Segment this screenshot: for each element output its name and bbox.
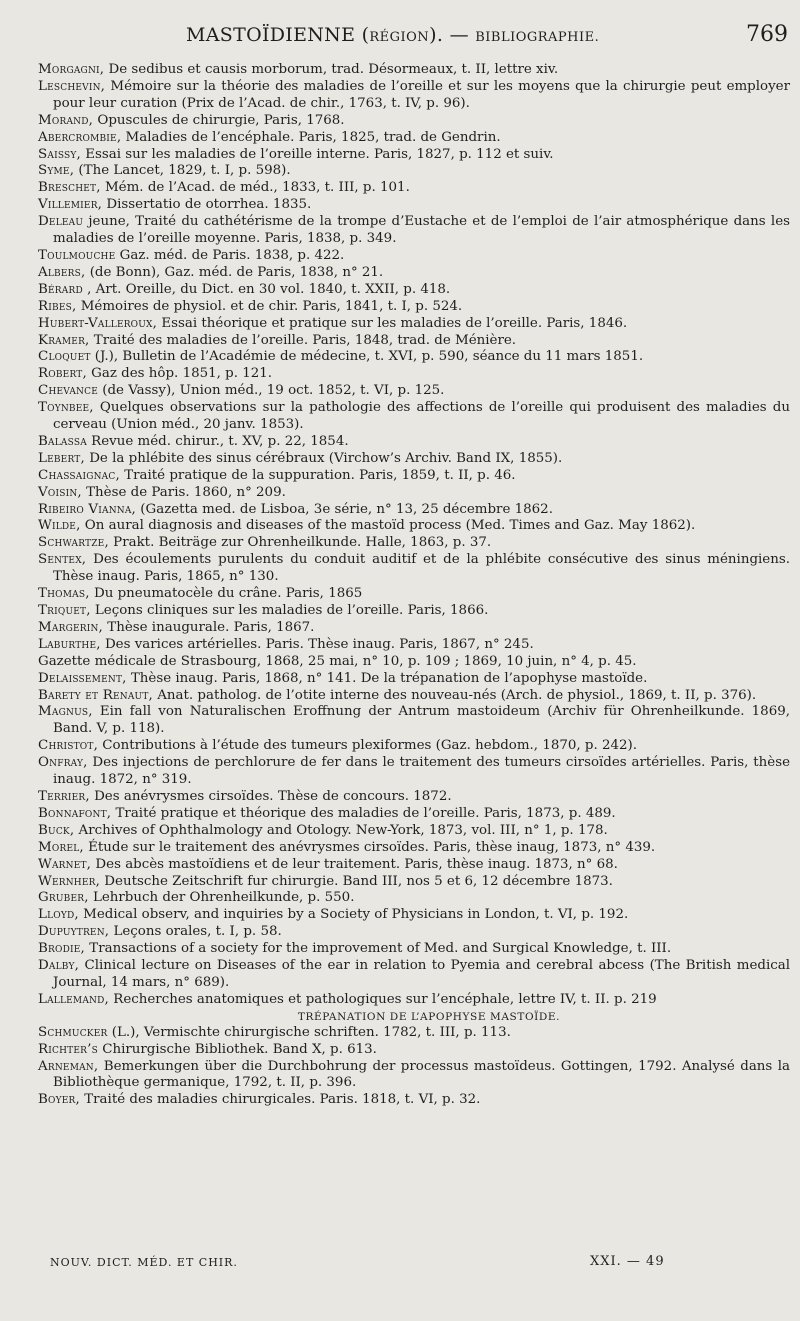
entry-author: Triquet, [38, 603, 91, 618]
entry-author: Buck, [38, 822, 75, 838]
bibliography-entry [38, 180, 790, 197]
entry-text: De sedibus et causis morborum, trad. Désormeaux, t. II, lettre xiv. [104, 62, 559, 77]
entry-text: Traité pratique de la suppuration. Paris, 1859, t. II, p. 46. [119, 467, 516, 483]
bibliography-entry [38, 400, 790, 434]
entry-text: Gazette médicale de Strasbourg, 1868, 25 mai, n° 10, p. 109 ; 1869, 10 juin, n° 4, p. 45. [38, 653, 637, 669]
entry-author: Ribes, [38, 298, 77, 314]
bibliography-entry [38, 924, 790, 941]
entry-author: Bonnafont, [38, 805, 112, 821]
entry-text: Essai théorique et pratique sur les maladies de l’oreille. Paris, 1846. [157, 315, 628, 331]
running-title-main: MASTOÏDIENNE ( [186, 24, 370, 46]
entry-text: Mém. de l’Acad. de méd., 1833, t. III, p. 101. [100, 180, 410, 196]
entry-author: Lloyd, [38, 907, 79, 923]
entry-author: Margerin, [38, 619, 104, 635]
entry-text: Clinical lecture on Diseases of the ear in relation to Pyemia and cerebral abcess (The British medical Journal, 14 mars, n° 689). [53, 958, 790, 990]
bibliography-entry [38, 671, 790, 688]
running-title [186, 24, 599, 46]
entry-author: Robert, [38, 366, 87, 382]
page-footer [38, 1254, 790, 1274]
bibliography-entry [38, 586, 790, 603]
entry-author: Breschet, [38, 180, 101, 196]
bibliography-entry [38, 282, 790, 299]
bibliography-entry [38, 265, 790, 282]
bibliography-entry [38, 502, 790, 519]
bibliography-entry [38, 383, 790, 400]
entry-author: Morgagni, [38, 62, 105, 77]
bibliography-entry [38, 789, 790, 806]
footer-volume: XXI. — 49 [590, 1254, 665, 1269]
entry-author: Warnet, [38, 856, 92, 872]
bibliography-entry [38, 299, 790, 316]
bibliography-entry [38, 688, 790, 705]
entry-text: Thèse de Paris. 1860, n° 209. [81, 484, 286, 500]
bibliography-entry [38, 552, 790, 586]
bibliography-entry [38, 637, 790, 654]
bibliography-entry [38, 113, 790, 130]
entry-author: Deleau [38, 214, 84, 230]
entry-author: Magnus, [38, 704, 93, 720]
bibliography-entry [38, 857, 790, 874]
entry-text: Traité des maladies de l’oreille. Paris, 1848, trad. de Ménière. [89, 332, 517, 348]
bibliography-entry [38, 806, 790, 823]
entry-text: Quelques observations sur la pathologie des affections de l’oreille qui produisent des maladies du cerveau (Union méd., 20 janv. 1853). [53, 400, 790, 433]
entry-text: jeune, Traité du cathétérisme de la trompe d’Eustache et de l’emploi de l’air atmosphérique dans les maladies de l’oreille moyenne. Paris, 1838, p. 349. [53, 214, 790, 247]
entry-author: Dupuytren, [38, 924, 110, 940]
entry-author: Christot, [38, 738, 99, 754]
entry-text: Opuscules de chirurgie, Paris, 1768. [93, 112, 345, 128]
entry-author: Gruber, [38, 890, 89, 906]
entry-text: Chirurgische Bibliothek. Band X, p. 613. [97, 1041, 377, 1057]
bibliography-list [38, 62, 790, 1109]
section-heading: TRÉPANATION DE L’APOPHYSE MASTOÏDE. [297, 1010, 561, 1023]
bibliography-entry [38, 535, 790, 552]
entry-author: Villemier, [38, 197, 103, 213]
entry-text: Contributions à l’étude des tumeurs plexiformes (Gaz. hebdom., 1870, p. 242). [98, 738, 638, 754]
entry-text: , Art. Oreille, du Dict. en 30 vol. 1840, t. XXII, p. 418. [82, 281, 451, 297]
entry-text: Leçons orales, t. I, p. 58. [109, 924, 282, 940]
entry-text: (L.), Vermischte chirurgische schriften. 1782, t. III, p. 113. [107, 1024, 511, 1040]
bibliography-entry [38, 603, 790, 620]
entry-text: Des écoulements purulents du conduit auditif et de la phlébite consécutive des sinus méningiens. Thèse inaug. Paris, 1865, n° 130. [53, 552, 790, 585]
bibliography-entry [38, 823, 790, 840]
bibliography-entry [38, 755, 790, 789]
bibliography-entry [38, 451, 790, 468]
entry-author: Boyer, [38, 1092, 80, 1108]
footer-signature: NOUV. DICT. MÉD. ET CHIR. [50, 1256, 238, 1269]
entry-author: Voisin, [38, 484, 82, 500]
page-number: 769 [746, 22, 788, 47]
bibliography-entry [38, 654, 790, 671]
entry-text: Lehrbuch der Ohrenheilkunde, p. 550. [88, 890, 355, 906]
entry-author: Morand, [38, 112, 94, 128]
bibliography-entry [38, 248, 790, 265]
bibliography-entry [38, 163, 790, 180]
entry-author: Hubert-Valleroux, [38, 315, 158, 331]
bibliography-entry [38, 992, 790, 1009]
entry-author: Onfray, [38, 755, 88, 771]
entry-author: Brodie, [38, 941, 85, 957]
bibliography-entry [38, 1059, 790, 1093]
entry-author: Bérard [38, 281, 83, 297]
bibliography-entry [38, 840, 790, 857]
bibliography-entry [38, 485, 790, 502]
entry-text: (de Bonn), Gaz. méd. de Paris, 1838, n° 21. [85, 264, 384, 280]
bibliography-entry [38, 79, 790, 113]
entry-text: Maladies de l’encéphale. Paris, 1825, trad. de Gendrin. [121, 129, 501, 145]
entry-author: Delaissement, [38, 670, 127, 686]
entry-text: Anat. patholog. de l’otite interne des nouveau-nés (Arch. de physiol., 1869, t. II, p. 376). [153, 687, 757, 703]
running-title-region: RÉGION [369, 30, 430, 45]
entry-author: Leschevin, [38, 78, 106, 94]
entry-text: Transactions of a society for the improvement of Med. and Surgical Knowledge, t. III. [85, 941, 672, 957]
bibliography-entry [38, 958, 790, 992]
entry-text: Des abcès mastoïdiens et de leur traitement. Paris, thèse inaug. 1873, n° 68. [91, 856, 618, 872]
entry-text: Thèse inaugurale. Paris, 1867. [103, 619, 315, 635]
entry-author: Richter’s [38, 1041, 98, 1057]
bibliography-entry [38, 620, 790, 637]
bibliography-entry [38, 197, 790, 214]
entry-author: Dalby, [38, 958, 80, 974]
entry-text: Bemerkungen über die Durchbohrung der processus mastoïdeus. Gottingen, 1792. Analysé dans la Bibliothèque germanique, 1792, t. II, p. 396. [53, 1058, 790, 1091]
entry-author: Toynbee, [38, 400, 94, 416]
entry-text: Deutsche Zeitschrift fur chirurgie. Band III, nos 5 et 6, 12 décembre 1873. [100, 873, 613, 889]
running-title-section: BIBLIOGRAPHIE. [475, 30, 600, 45]
entry-text: Dissertatio de otorrhea. 1835. [102, 197, 312, 213]
entry-author: Schmucker [38, 1024, 108, 1040]
entry-author: Kramer, [38, 332, 90, 348]
bibliography-entry [38, 1092, 790, 1109]
entry-text: (Gazetta med. de Lisboa, 3e série, n° 13, 25 décembre 1862. [136, 501, 553, 517]
bibliography-entry [38, 941, 790, 958]
bibliography-entry [38, 518, 790, 535]
bibliography-entry [38, 333, 790, 350]
bibliography-entry [38, 349, 790, 366]
entry-text: Du pneumatocèle du crâne. Paris, 1865 [89, 586, 363, 602]
bibliography-entry [38, 214, 790, 248]
entry-author: Morel, [38, 839, 84, 855]
entry-author: Barety et Renaut, [38, 687, 153, 703]
entry-author: Thomas, [38, 586, 90, 602]
entry-text: Prakt. Beiträge zur Ohrenheilkunde. Halle, 1863, p. 37. [108, 535, 492, 551]
bibliography-entry [38, 738, 790, 755]
entry-text: Mémoire sur la théorie des maladies de l’oreille et sur les moyens que la chirurgie peut employer pour leur curation (Prix de l’Acad. de chir., 1763, t. IV, p. 96). [53, 78, 790, 111]
entry-author: Wernher, [38, 873, 101, 889]
entry-author: Chevance [38, 383, 98, 399]
entry-text: Gaz des hôp. 1851, p. 121. [86, 366, 273, 382]
bibliography-entry [38, 890, 790, 907]
entry-text: Archives of Ophthalmology and Otology. New-York, 1873, vol. III, n° 1, p. 178. [74, 822, 608, 838]
entry-author: Toulmouche [38, 247, 116, 263]
entry-text: Ein fall von Naturalischen Eroffnung der Antrum mastoideum (Archiv für Ohrenheilkunde. 1869, Band. V, p. 118). [53, 704, 790, 737]
entry-author: Cloquet [38, 349, 91, 365]
bibliography-entry [38, 907, 790, 924]
entry-author: Arneman, [38, 1058, 99, 1074]
entry-text: Recherches anatomiques et pathologiques sur l’encéphale, lettre IV, t. II. p. 219 [108, 991, 657, 1007]
bibliography-entry [38, 366, 790, 383]
bibliography-entry [38, 130, 790, 147]
entry-text: Traité des maladies chirurgicales. Paris. 1818, t. VI, p. 32. [79, 1092, 481, 1108]
bibliography-entry [38, 468, 790, 485]
entry-text: Étude sur le traitement des anévrysmes cirsoïdes. Paris, thèse inaug, 1873, n° 439. [83, 839, 656, 855]
entry-author: Saissy, [38, 146, 81, 162]
entry-text: Des anévrysmes cirsoïdes. Thèse de concours. 1872. [89, 788, 452, 804]
entry-author: Sentex, [38, 552, 87, 568]
entry-author: Balassa [38, 433, 87, 449]
entry-author: Albers, [38, 264, 86, 280]
entry-text: (de Vassy), Union méd., 19 oct. 1852, t. VI, p. 125. [97, 383, 445, 399]
entry-text: De la phlébite des sinus cérébraux (Virchow’s Archiv. Band IX, 1855). [84, 450, 563, 466]
entry-text: On aural diagnosis and diseases of the mastoïd process (Med. Times and Gaz. May 1862). [80, 518, 696, 534]
entry-text: Gaz. méd. de Paris. 1838, p. 422. [115, 247, 345, 263]
entry-author: Terrier, [38, 788, 90, 804]
entry-author: Syme, [38, 163, 75, 179]
bibliography-entry [38, 1042, 790, 1059]
entry-text: Mémoires de physiol. et de chir. Paris, 1841, t. I, p. 524. [76, 298, 463, 314]
entry-author: Lebert, [38, 450, 85, 466]
entry-author: Ribeiro Vianna, [38, 501, 137, 517]
entry-text: Medical observ, and inquiries by a Society of Physicians in London, t. VI, p. 192. [78, 907, 629, 923]
entry-text: Leçons cliniques sur les maladies de l’oreille. Paris, 1866. [90, 603, 489, 618]
entry-text: Des varices artérielles. Paris. Thèse inaug. Paris, 1867, n° 245. [100, 636, 534, 652]
bibliography-entry [38, 874, 790, 891]
bibliography-entry [38, 147, 790, 164]
entry-text: (The Lancet, 1829, t. I, p. 598). [74, 163, 291, 179]
bibliography-entry [38, 316, 790, 333]
entry-text: Traité pratique et théorique des maladies de l’oreille. Paris, 1873, p. 489. [111, 805, 616, 821]
entry-text: (J.), Bulletin de l’Académie de médecine, t. XVI, p. 590, séance du 11 mars 1851. [90, 349, 644, 365]
running-title-after: ). — [429, 24, 476, 46]
entry-author: Schwartze, [38, 535, 109, 551]
entry-author: Laburthe, [38, 636, 101, 652]
bibliography-entry [38, 704, 790, 738]
entry-author: Abercrombie, [38, 129, 122, 145]
bibliography-entry [38, 1025, 790, 1042]
entry-text: Thèse inaug. Paris, 1868, n° 141. De la trépanation de l’apophyse mastoïde. [126, 670, 648, 686]
bibliography-entry [38, 434, 790, 451]
entry-author: Lallemand, [38, 991, 109, 1007]
bibliography-entry [38, 62, 790, 79]
entry-text: Essai sur les maladies de l’oreille interne. Paris, 1827, p. 112 et suiv. [81, 146, 554, 162]
entry-text: Revue méd. chirur., t. XV, p. 22, 1854. [86, 433, 349, 449]
entry-author: Wilde, [38, 518, 81, 534]
page-header [38, 22, 790, 54]
entry-text: Des injections de perchlorure de fer dans le traitement des tumeurs cirsoïdes artérielles. Paris, thèse inaug. 1872, n° 319. [53, 755, 790, 788]
entry-author: Chassaignac, [38, 467, 120, 483]
